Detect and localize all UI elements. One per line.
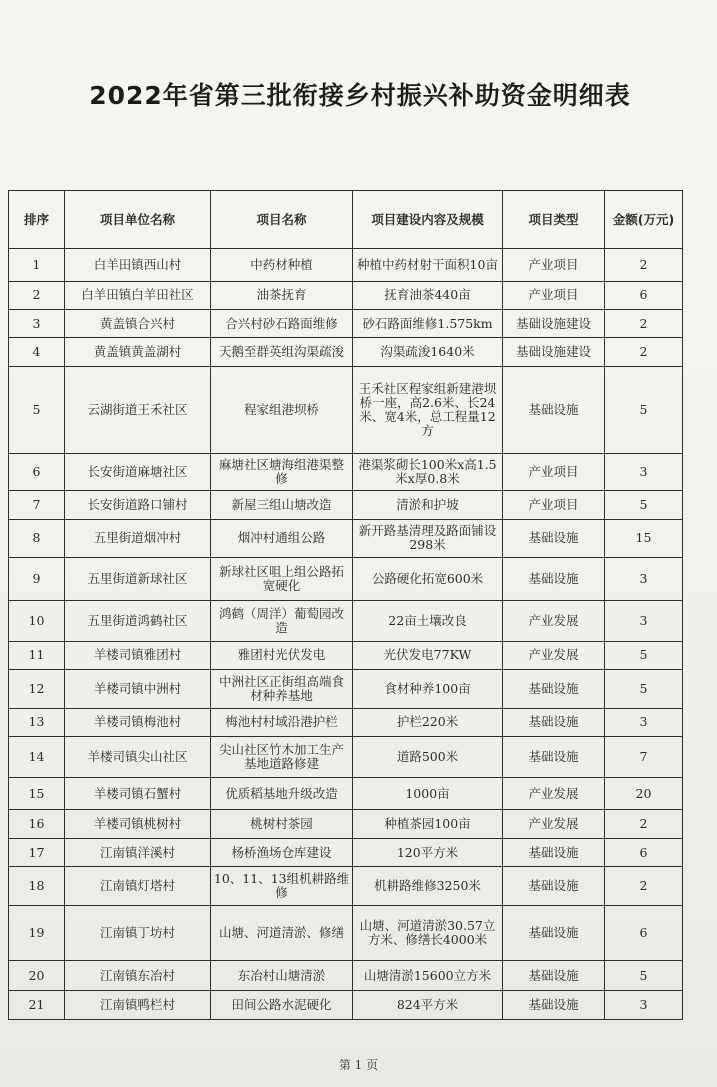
cell-content: 抚育油茶440亩 (353, 281, 503, 309)
cell-type: 基础设施 (503, 519, 605, 558)
cell-type: 基础设施 (503, 991, 605, 1020)
cell-content: 护栏220米 (353, 708, 503, 736)
cell-content: 光伏发电77KW (353, 641, 503, 669)
cell-unit: 五里街道新球社区 (65, 558, 211, 601)
cell-seq: 19 (9, 905, 65, 960)
cell-name: 中药材种植 (211, 249, 353, 282)
cell-name: 10、11、13组机耕路维修 (211, 867, 353, 906)
cell-seq: 3 (9, 310, 65, 338)
cell-type: 基础设施 (503, 366, 605, 453)
cell-unit: 江南镇洋溪村 (65, 838, 211, 866)
table-row (9, 960, 683, 991)
table-row (9, 641, 683, 669)
cell-content: 港渠浆砌长100米x高1.5米x厚0.8米 (353, 454, 503, 491)
cell-seq: 13 (9, 708, 65, 736)
cell-amount: 5 (605, 366, 683, 453)
cell-amount: 3 (605, 454, 683, 491)
cell-name: 田间公路水泥硬化 (211, 991, 353, 1020)
cell-type: 基础设施 (503, 558, 605, 601)
table-row (9, 708, 683, 736)
cell-unit: 长安街道路口铺村 (65, 491, 211, 519)
cell-type: 产业发展 (503, 600, 605, 641)
cell-amount: 5 (605, 641, 683, 669)
cell-amount: 2 (605, 867, 683, 906)
table-row (9, 338, 683, 366)
cell-seq: 21 (9, 991, 65, 1020)
cell-amount: 3 (605, 600, 683, 641)
cell-content: 清淤和护坡 (353, 491, 503, 519)
cell-content: 食材种养100亩 (353, 670, 503, 709)
cell-type: 基础设施 (503, 960, 605, 991)
cell-type: 基础设施建设 (503, 310, 605, 338)
cell-name: 麻塘社区塘海组港渠整修 (211, 454, 353, 491)
cell-name: 合兴村砂石路面维修 (211, 310, 353, 338)
header-content: 项目建设内容及规模 (353, 191, 503, 249)
cell-content: 种植茶园100亩 (353, 810, 503, 838)
cell-type: 基础设施 (503, 905, 605, 960)
table-row (9, 838, 683, 866)
cell-unit: 五里街道鸿鹤社区 (65, 600, 211, 641)
cell-amount: 7 (605, 737, 683, 778)
cell-seq: 9 (9, 558, 65, 601)
cell-seq: 4 (9, 338, 65, 366)
cell-amount: 2 (605, 249, 683, 282)
cell-unit: 云湖街道王禾社区 (65, 366, 211, 453)
table-row (9, 310, 683, 338)
cell-type: 产业项目 (503, 249, 605, 282)
page-number: 第 1 页 (338, 1058, 379, 1072)
table-row (9, 454, 683, 491)
cell-unit: 长安街道麻塘社区 (65, 454, 211, 491)
cell-name: 新屋三组山塘改造 (211, 491, 353, 519)
cell-name: 山塘、河道清淤、修缮 (211, 905, 353, 960)
cell-name: 优质稻基地升级改造 (211, 777, 353, 810)
cell-seq: 12 (9, 670, 65, 709)
table-row (9, 670, 683, 709)
cell-seq: 16 (9, 810, 65, 838)
table-row (9, 491, 683, 519)
cell-unit: 羊楼司镇石蟹村 (65, 777, 211, 810)
table-row (9, 249, 683, 282)
cell-seq: 11 (9, 641, 65, 669)
cell-amount: 2 (605, 310, 683, 338)
cell-type: 产业项目 (503, 491, 605, 519)
cell-unit: 五里街道烟冲村 (65, 519, 211, 558)
cell-name: 天鹅至群英组沟渠疏浚 (211, 338, 353, 366)
table-row (9, 777, 683, 810)
cell-amount: 6 (605, 905, 683, 960)
cell-type: 产业项目 (503, 454, 605, 491)
cell-type: 产业发展 (503, 777, 605, 810)
cell-content: 道路500米 (353, 737, 503, 778)
cell-unit: 江南镇鸭栏村 (65, 991, 211, 1020)
cell-unit: 黄盖镇黄盖湖村 (65, 338, 211, 366)
cell-unit: 羊楼司镇雅团村 (65, 641, 211, 669)
funding-detail-table (8, 190, 683, 1020)
cell-seq: 7 (9, 491, 65, 519)
cell-amount: 6 (605, 838, 683, 866)
cell-seq: 5 (9, 366, 65, 453)
table-row (9, 737, 683, 778)
cell-seq: 1 (9, 249, 65, 282)
cell-name: 东冶村山塘清淤 (211, 960, 353, 991)
header-unit: 项目单位名称 (65, 191, 211, 249)
cell-name: 油茶抚育 (211, 281, 353, 309)
cell-amount: 15 (605, 519, 683, 558)
cell-amount: 3 (605, 708, 683, 736)
cell-content: 新开路基清理及路面铺设298米 (353, 519, 503, 558)
cell-type: 基础设施 (503, 867, 605, 906)
cell-unit: 羊楼司镇桃树村 (65, 810, 211, 838)
cell-amount: 6 (605, 281, 683, 309)
cell-type: 产业发展 (503, 810, 605, 838)
cell-unit: 江南镇灯塔村 (65, 867, 211, 906)
cell-content: 山塘、河道清淤30.57立方米、修缮长4000米 (353, 905, 503, 960)
cell-seq: 17 (9, 838, 65, 866)
cell-name: 鸿鹤（周洋）葡萄园改造 (211, 600, 353, 641)
cell-type: 基础设施建设 (503, 338, 605, 366)
cell-seq: 6 (9, 454, 65, 491)
cell-content: 机耕路维修3250米 (353, 867, 503, 906)
table-body (9, 249, 683, 1020)
table-row (9, 558, 683, 601)
cell-content: 种植中药材射干面积10亩 (353, 249, 503, 282)
cell-unit: 羊楼司镇梅池村 (65, 708, 211, 736)
cell-seq: 18 (9, 867, 65, 906)
cell-amount: 3 (605, 991, 683, 1020)
cell-unit: 羊楼司镇尖山社区 (65, 737, 211, 778)
table-row (9, 810, 683, 838)
cell-amount: 2 (605, 810, 683, 838)
cell-type: 基础设施 (503, 708, 605, 736)
cell-content: 120平方米 (353, 838, 503, 866)
cell-amount: 3 (605, 558, 683, 601)
table-row (9, 905, 683, 960)
cell-amount: 5 (605, 670, 683, 709)
table-row (9, 991, 683, 1020)
cell-amount: 5 (605, 960, 683, 991)
cell-name: 雅团村光伏发电 (211, 641, 353, 669)
cell-seq: 10 (9, 600, 65, 641)
cell-content: 山塘清淤15600立方米 (353, 960, 503, 991)
cell-amount: 20 (605, 777, 683, 810)
cell-seq: 8 (9, 519, 65, 558)
cell-seq: 15 (9, 777, 65, 810)
cell-name: 尖山社区竹木加工生产基地道路修建 (211, 737, 353, 778)
header-amount: 金额(万元) (605, 191, 683, 249)
cell-content: 22亩土壤改良 (353, 600, 503, 641)
header-seq: 排序 (9, 191, 65, 249)
header-type: 项目类型 (503, 191, 605, 249)
cell-type: 基础设施 (503, 838, 605, 866)
cell-type: 基础设施 (503, 670, 605, 709)
cell-name: 梅池村村域沿港护栏 (211, 708, 353, 736)
cell-seq: 2 (9, 281, 65, 309)
cell-type: 产业项目 (503, 281, 605, 309)
cell-content: 沟渠疏浚1640米 (353, 338, 503, 366)
table-row (9, 281, 683, 309)
cell-unit: 江南镇东冶村 (65, 960, 211, 991)
cell-unit: 白羊田镇白羊田社区 (65, 281, 211, 309)
cell-content: 王禾社区程家组新建港坝桥一座，高2.6米、长24米、宽4米，总工程量12方 (353, 366, 503, 453)
cell-name: 中洲社区正街组高端食材种养基地 (211, 670, 353, 709)
cell-content: 1000亩 (353, 777, 503, 810)
cell-type: 产业发展 (503, 641, 605, 669)
cell-unit: 羊楼司镇中洲村 (65, 670, 211, 709)
cell-name: 程家组港坝桥 (211, 366, 353, 453)
table-header-row (9, 191, 683, 249)
cell-seq: 20 (9, 960, 65, 991)
table-row (9, 519, 683, 558)
cell-unit: 黄盖镇合兴村 (65, 310, 211, 338)
cell-name: 桃树村茶园 (211, 810, 353, 838)
cell-seq: 14 (9, 737, 65, 778)
cell-content: 公路硬化拓宽600米 (353, 558, 503, 601)
cell-unit: 江南镇丁坊村 (65, 905, 211, 960)
cell-content: 824平方米 (353, 991, 503, 1020)
cell-name: 烟冲村通组公路 (211, 519, 353, 558)
cell-name: 杨桥渔场仓库建设 (211, 838, 353, 866)
cell-amount: 2 (605, 338, 683, 366)
cell-amount: 5 (605, 491, 683, 519)
cell-unit: 白羊田镇西山村 (65, 249, 211, 282)
table-row (9, 600, 683, 641)
table-row (9, 867, 683, 906)
table-row (9, 366, 683, 453)
header-name: 项目名称 (211, 191, 353, 249)
document-title: 2022年省第三批衔接乡村振兴补助资金明细表 (89, 81, 631, 110)
cell-content: 砂石路面维修1.575km (353, 310, 503, 338)
cell-type: 基础设施 (503, 737, 605, 778)
cell-name: 新球社区咀上组公路拓宽硬化 (211, 558, 353, 601)
